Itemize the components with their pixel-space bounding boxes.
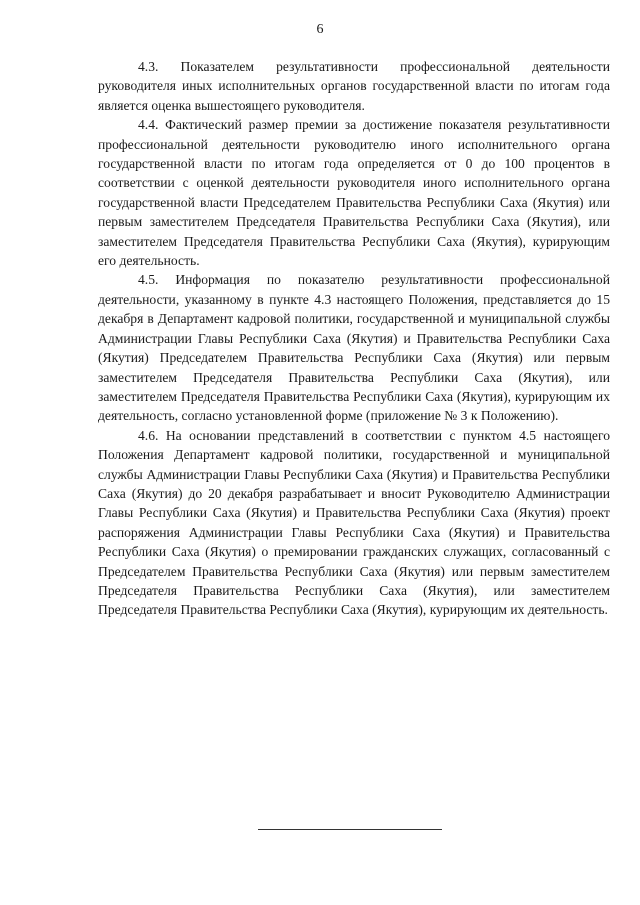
paragraph-4-3: 4.3. Показателем результативности профессиональной деятельности руководителя иных исполнительных органов государственной власти по итогам года является оценка вышестоящего руководителя. [98,59,610,113]
document-body [98,57,610,620]
paragraph-4-4: 4.4. Фактический размер премии за достижение показателя результативности профессиональной деятельности руководителю иного исполнительного органа государственной власти по итогам года определяется от 0 до 100 процентов в соответствии с оценкой деятельности руководителя иного исполнительного органа государственной власти Председателем Правительства Республики Саха (Якутия) или первым заместителем Председателя Правительства Республики Саха (Якутия), или заместителем Председателя Правительства Республики Саха (Якутия), курирующим его деятельность. [98,117,610,269]
page-number: 6 [316,22,324,37]
paragraph-4-5: 4.5. Информация по показателю результативности профессиональной деятельности, указанному в пункте 4.3 настоящего Положения, представляется до 15 декабря в Департамент кадровой политики, государственной и муниципальной службы Администрации Главы Республики Саха (Якутия) и Правительства Республики Саха (Якутия) Председателем Правительства Республики Саха (Якутия) или первым заместителем Председателя Правительства Республики Саха (Якутия), или заместителем Председателя Правительства Республики Саха (Якутия), курирующим их деятельность, согласно установленной форме (приложение № 3 к Положению). [98,272,610,424]
paragraph-4-6: 4.6. На основании представлений в соответствии с пунктом 4.5 настоящего Положения Департамент кадровой политики, государственной и муниципальной службы Администрации Главы Республики Саха (Якутия) и Правительства Республики Саха (Якутия) до 20 декабря разрабатывает и вносит Руководителю Администрации Главы Республики Саха (Якутия) и Правительства Республики Саха (Якутия) проект распоряжения Администрации Главы Республики Саха (Якутия) и Правительства Республики Саха (Якутия) о премировании гражданских служащих, согласованный с Председателем Правительства Республики Саха (Якутия) или первым заместителем Председателя Правительства Республики Саха (Якутия), или заместителем Председателя Правительства Республики Саха (Якутия), курирующим их деятельность. [98,427,610,618]
end-divider-line [258,829,442,830]
